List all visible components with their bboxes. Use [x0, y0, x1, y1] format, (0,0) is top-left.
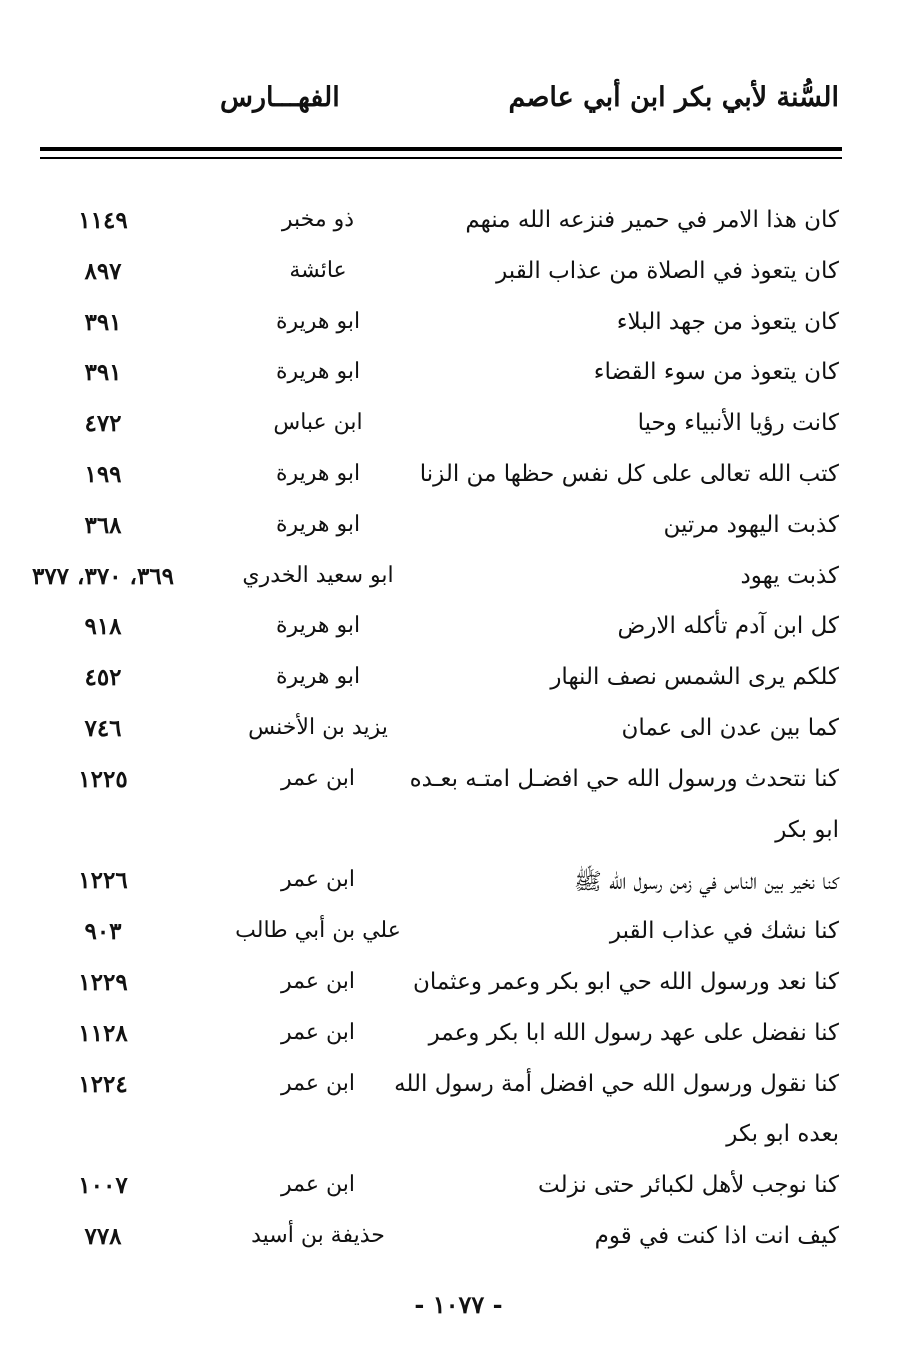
entry-text: كانت رؤيا الأنبياء وحيا [637, 410, 839, 437]
entry-ref-number: ٣٩١ [84, 308, 122, 336]
entry-text: كتب الله تعالى على كل نفس حظها من الزنا [419, 460, 839, 487]
index-entry [0, 963, 917, 1014]
entry-narrator: ابو هريرة [275, 511, 361, 537]
entry-text: كان يتعوذ من جهد البلاء [616, 308, 839, 335]
index-entry [0, 1065, 917, 1116]
entry-narrator: ابو هريرة [275, 359, 361, 385]
entry-text: كنا نعد ورسول الله حي ابو بكر وعمر وعثمان [412, 968, 839, 995]
entry-ref-number: ١٢٢٦ [78, 867, 128, 895]
header-rule-thick [40, 147, 842, 151]
index-entry [0, 912, 917, 963]
entry-ref-number: ١١٢٨ [78, 1019, 128, 1047]
entry-ref-number: ١٢٢٤ [78, 1070, 128, 1098]
entry-narrator: عائشة [289, 257, 347, 283]
entry-text: ابو بكر [775, 816, 839, 843]
entry-text: كنا نخير بين الناس في زمن رسول الله ﷺ [573, 869, 839, 896]
entry-narrator: ابو سعيد الخدري [242, 562, 394, 588]
page-number: - ١٠٧٧ - [414, 1290, 503, 1319]
entry-narrator: ابو هريرة [275, 664, 361, 690]
index-entry [0, 1115, 917, 1166]
index-entry [0, 252, 917, 303]
entry-narrator: ابن عمر [281, 1019, 355, 1045]
entry-text: كان يتعوذ من سوء القضاء [593, 359, 839, 386]
entry-narrator: علي بن أبي طالب [235, 918, 401, 944]
entry-text: كان يتعوذ في الصلاة من عذاب القبر [496, 257, 839, 284]
entry-narrator: ابن عمر [281, 968, 355, 994]
index-entry [0, 303, 917, 354]
section-title: الفهـــارس [220, 82, 340, 113]
index-entry [0, 201, 917, 252]
entry-ref-number: ١٠٠٧ [78, 1172, 128, 1200]
index-entry [0, 557, 917, 608]
entry-text: كنا نفضل على عهد رسول الله ابا بكر وعمر [428, 1019, 839, 1046]
entry-text: كنا نوجب لأهل لكبائر حتى نزلت [538, 1172, 839, 1199]
entry-ref-number: ٨٩٧ [84, 257, 122, 285]
entry-ref-number: ١٢٢٥ [78, 765, 128, 793]
book-title: السُّنة لأبي بكر ابن أبي عاصم [508, 82, 839, 113]
entry-text: كنا نتحدث ورسول الله حي افضـل امتـه بعـده [409, 765, 839, 792]
index-entry [0, 404, 917, 455]
index-entry [0, 607, 917, 658]
entry-narrator: يزيد بن الأخنس [248, 714, 388, 740]
entry-ref-number: ٤٥٢ [84, 664, 122, 692]
index-list [0, 201, 917, 1268]
entry-ref-number: ٤٧٢ [84, 410, 122, 438]
index-entry [0, 709, 917, 760]
header-rule-thin [40, 157, 842, 159]
index-entry [0, 1217, 917, 1268]
entry-text: كان هذا الامر في حمير فنزعه الله منهم [465, 207, 839, 233]
index-entry [0, 353, 917, 404]
index-entry [0, 506, 917, 557]
index-entry [0, 658, 917, 709]
entry-ref-number: ٩٠٣ [84, 918, 122, 946]
entry-text: كيف انت اذا كنت في قوم [594, 1222, 839, 1249]
entry-ref-number: ٣٦٩، ٣٧٠، ٣٧٧ [31, 562, 175, 590]
index-entry [0, 861, 917, 912]
entry-narrator: ابن عمر [281, 867, 355, 893]
entry-ref-number: ٧٤٦ [84, 714, 122, 742]
entry-text: كلكم يرى الشمس نصف النهار [550, 664, 839, 691]
entry-ref-number: ٧٧٨ [84, 1222, 122, 1250]
entry-ref-number: ٩١٨ [84, 613, 122, 641]
entry-text: كما بين عدن الى عمان [621, 714, 839, 741]
entry-text: كنا نشك في عذاب القبر [609, 918, 839, 945]
index-entry [0, 811, 917, 862]
entry-text: كنا نقول ورسول الله حي افضل أمة رسول الله [394, 1070, 839, 1097]
entry-narrator: ابو هريرة [275, 308, 361, 334]
entry-ref-number: ١١٤٩ [78, 207, 128, 234]
entry-ref-number: ١٩٩ [84, 460, 122, 488]
entry-narrator: حذيفة بن أسيد [251, 1222, 385, 1248]
entry-text: بعده ابو بكر [726, 1121, 839, 1148]
entry-narrator: ابن عمر [281, 765, 355, 791]
entry-narrator: ابن عمر [281, 1070, 355, 1096]
index-entry [0, 455, 917, 506]
page-header [0, 82, 917, 122]
index-entry [0, 1166, 917, 1217]
entry-ref-number: ١٢٢٩ [78, 968, 128, 996]
entry-ref-number: ٣٩١ [84, 359, 122, 387]
entry-text: كذبت اليهود مرتين [663, 511, 839, 538]
index-entry [0, 1014, 917, 1065]
entry-narrator: ابن عمر [281, 1172, 355, 1198]
entry-narrator: ابن عباس [273, 410, 363, 436]
index-entry [0, 760, 917, 811]
entry-text: كل ابن آدم تأكله الارض [617, 613, 839, 640]
entry-narrator: ذو مخبر [281, 207, 355, 232]
entry-narrator: ابو هريرة [275, 613, 361, 639]
entry-ref-number: ٣٦٨ [84, 511, 122, 539]
entry-narrator: ابو هريرة [275, 460, 361, 486]
entry-text: كذبت يهود [740, 562, 839, 589]
